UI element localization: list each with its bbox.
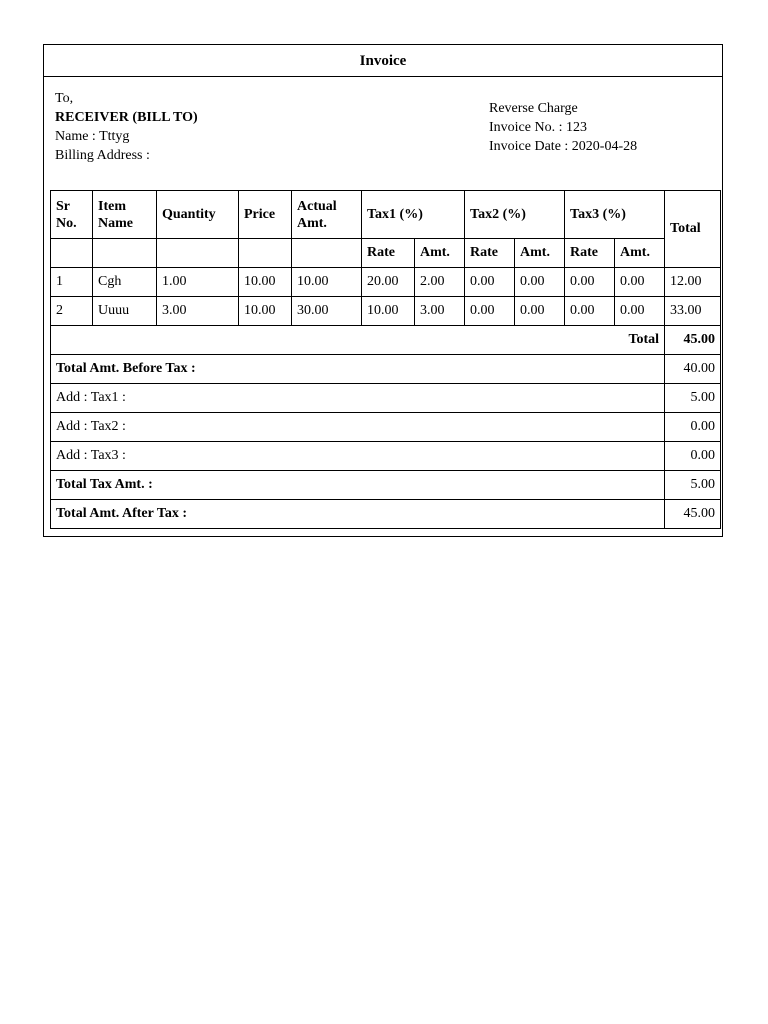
col-header-item: Item Name <box>93 191 157 239</box>
invoice-date: Invoice Date : 2020-04-28 <box>489 139 638 154</box>
summary-row <box>51 471 721 500</box>
subheader-empty <box>239 239 292 268</box>
cell-quantity: 3.00 <box>157 297 239 326</box>
table-row <box>51 297 721 326</box>
subheader-empty <box>157 239 239 268</box>
tax2-rate-header: Rate <box>465 239 515 268</box>
cell-total: 33.00 <box>665 297 721 326</box>
receiver-name: Name : Tttyg <box>55 129 130 144</box>
cell-price: 10.00 <box>239 268 292 297</box>
summary-row <box>51 442 721 471</box>
cell-price: 10.00 <box>239 297 292 326</box>
cell-sr: 2 <box>51 297 93 326</box>
subheader-empty <box>292 239 362 268</box>
to-label: To, <box>55 91 74 106</box>
summary-label: Total Amt. After Tax : <box>51 500 665 529</box>
invoice-number: Invoice No. : 123 <box>489 120 587 135</box>
summary-value: 0.00 <box>665 442 721 471</box>
summary-value: 45.00 <box>665 500 721 529</box>
col-header-quantity: Quantity <box>157 191 239 239</box>
invoice-title: Invoice <box>44 45 722 77</box>
summary-value: 5.00 <box>665 471 721 500</box>
table-row <box>51 268 721 297</box>
cell-tax1-rate: 10.00 <box>362 297 415 326</box>
reverse-charge: Reverse Charge <box>489 101 578 116</box>
cell-item: Cgh <box>93 268 157 297</box>
col-header-total: Total <box>665 191 721 268</box>
cell-actual: 30.00 <box>292 297 362 326</box>
col-header-price: Price <box>239 191 292 239</box>
billing-address: Billing Address : <box>55 148 150 163</box>
receiver-heading: RECEIVER (BILL TO) <box>55 110 198 125</box>
cell-item: Uuuu <box>93 297 157 326</box>
summary-row <box>51 384 721 413</box>
summary-row <box>51 413 721 442</box>
items-table <box>50 190 721 529</box>
cell-tax1-amt: 3.00 <box>415 297 465 326</box>
cell-tax1-rate: 20.00 <box>362 268 415 297</box>
tax1-amt-header: Amt. <box>415 239 465 268</box>
cell-tax3-rate: 0.00 <box>565 268 615 297</box>
total-row <box>51 326 721 355</box>
summary-value: 0.00 <box>665 413 721 442</box>
header-row <box>51 191 721 239</box>
cell-actual: 10.00 <box>292 268 362 297</box>
cell-tax1-amt: 2.00 <box>415 268 465 297</box>
invoice <box>43 44 723 537</box>
subheader-empty <box>51 239 93 268</box>
cell-tax2-amt: 0.00 <box>515 297 565 326</box>
cell-sr: 1 <box>51 268 93 297</box>
cell-tax3-amt: 0.00 <box>615 268 665 297</box>
subheader-empty <box>93 239 157 268</box>
tax3-amt-header: Amt. <box>615 239 665 268</box>
col-header-tax3: Tax3 (%) <box>565 191 665 239</box>
col-header-actual: Actual Amt. <box>292 191 362 239</box>
summary-label: Total Amt. Before Tax : <box>51 355 665 384</box>
summary-label: Add : Tax1 : <box>51 384 665 413</box>
col-header-tax1: Tax1 (%) <box>362 191 465 239</box>
col-header-tax2: Tax2 (%) <box>465 191 565 239</box>
total-label: Total <box>51 326 665 355</box>
cell-tax2-amt: 0.00 <box>515 268 565 297</box>
cell-tax2-rate: 0.00 <box>465 297 515 326</box>
cell-tax3-rate: 0.00 <box>565 297 615 326</box>
tax3-rate-header: Rate <box>565 239 615 268</box>
summary-row <box>51 355 721 384</box>
tax2-amt-header: Amt. <box>515 239 565 268</box>
summary-label: Add : Tax2 : <box>51 413 665 442</box>
summary-row <box>51 500 721 529</box>
subheader-row <box>51 239 721 268</box>
col-header-sr: Sr No. <box>51 191 93 239</box>
receiver-block <box>55 89 198 165</box>
summary-value: 40.00 <box>665 355 721 384</box>
cell-quantity: 1.00 <box>157 268 239 297</box>
summary-label: Add : Tax3 : <box>51 442 665 471</box>
cell-tax3-amt: 0.00 <box>615 297 665 326</box>
tax1-rate-header: Rate <box>362 239 415 268</box>
total-value: 45.00 <box>665 326 721 355</box>
summary-value: 5.00 <box>665 384 721 413</box>
cell-tax2-rate: 0.00 <box>465 268 515 297</box>
summary-label: Total Tax Amt. : <box>51 471 665 500</box>
invoice-meta-block <box>489 99 637 156</box>
cell-total: 12.00 <box>665 268 721 297</box>
